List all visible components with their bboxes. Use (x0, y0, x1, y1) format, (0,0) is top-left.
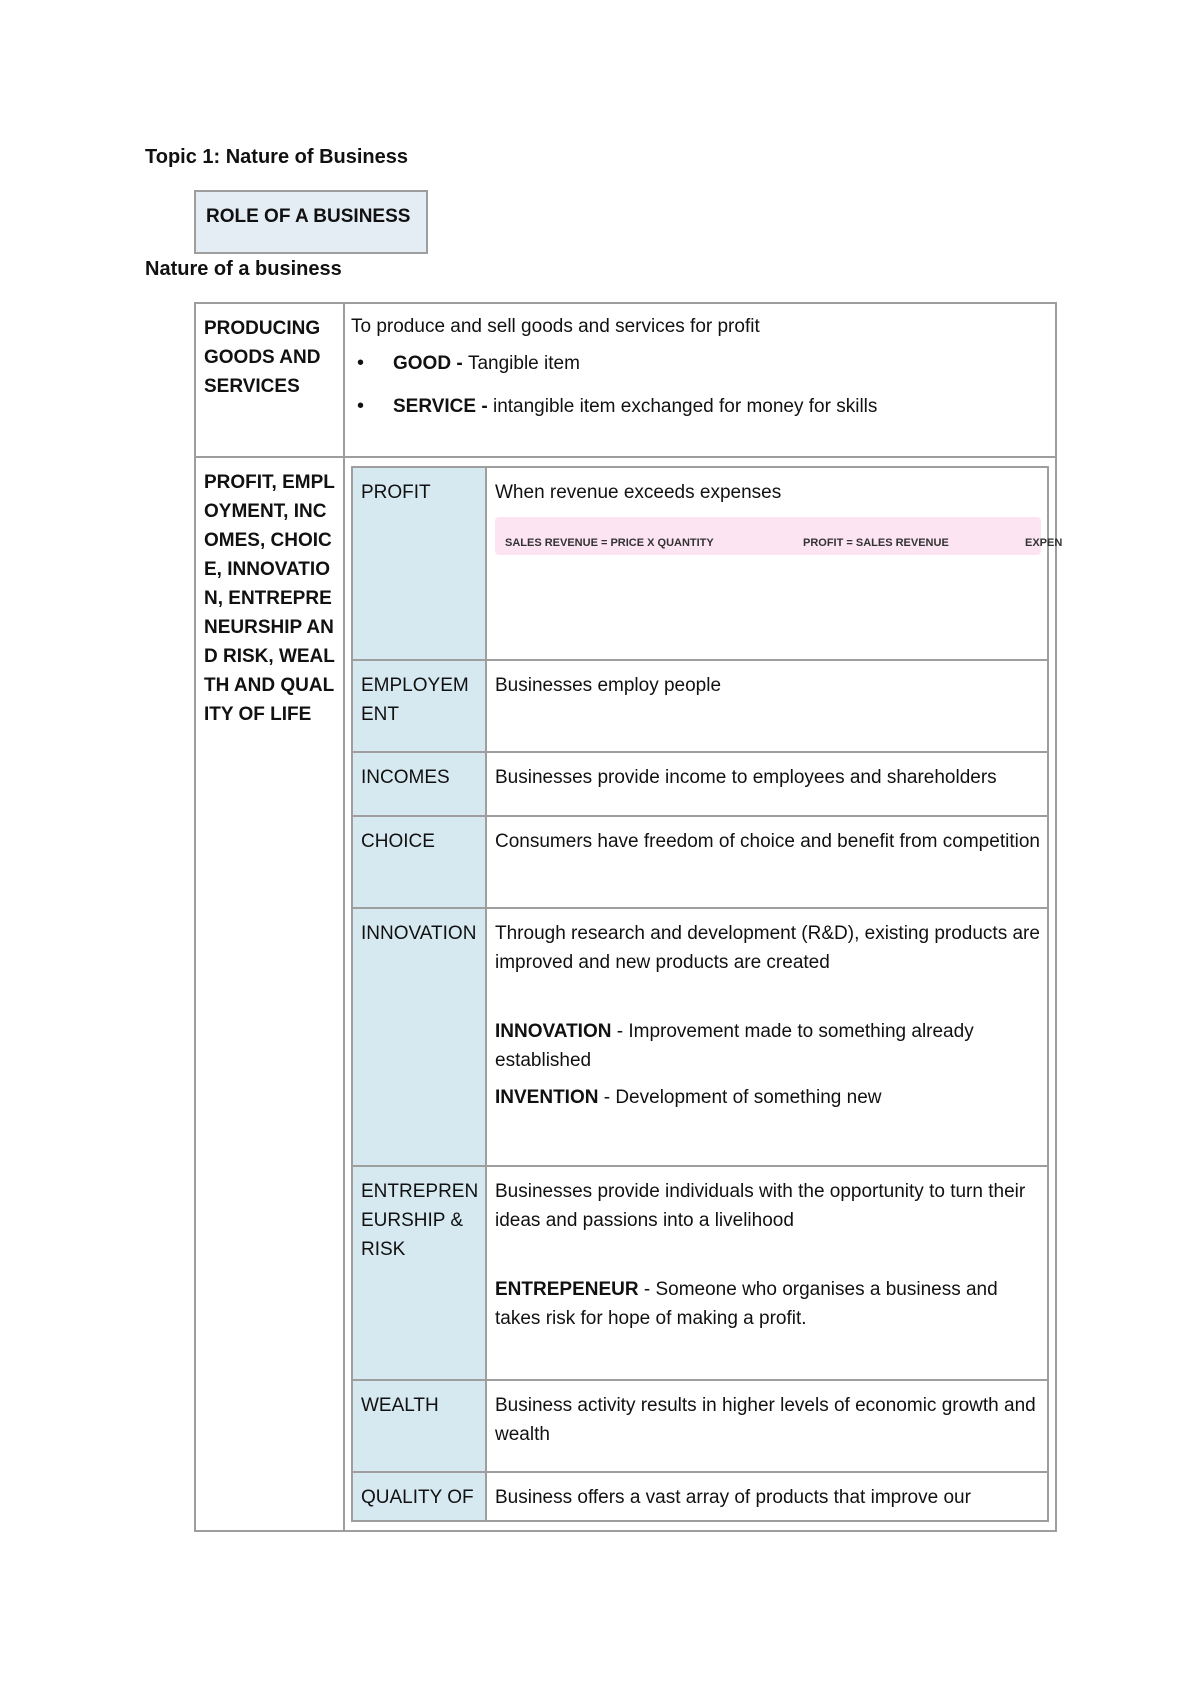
label-innovation: INNOVATION (352, 908, 486, 1166)
definition-term: SERVICE - (393, 396, 493, 417)
table-row (352, 816, 1048, 908)
inner-table-cell (344, 457, 1063, 1531)
definition-text: Tangible item (467, 353, 580, 374)
label-wealth: WEALTH (352, 1380, 486, 1472)
row-profit-employment (195, 457, 1056, 1531)
row-label-producing: PRODUCING GOODS AND SERVICES (195, 303, 344, 457)
definition-text: - Someone who organises a business and takes risk for hope of making a profit. (495, 1279, 998, 1329)
formula-expenses: EXPEN (1025, 537, 1063, 549)
desc-quality-of-life: Business offers a vast array of products that improve our (486, 1472, 1048, 1521)
definition-text: intangible item exchanged for money for skills (492, 396, 878, 417)
nature-of-business-table (194, 302, 1063, 1532)
table-row (352, 467, 1048, 660)
table-row (352, 1472, 1048, 1521)
table-row (352, 660, 1048, 752)
section-heading: Nature of a business (145, 258, 342, 280)
page-title: Topic 1: Nature of Business (145, 146, 409, 168)
profit-text: When revenue exceeds expenses (495, 482, 782, 503)
entrepreneur-definition (495, 1275, 1041, 1333)
innovation-definition (495, 1017, 1041, 1075)
desc-entrepreneurship (486, 1166, 1048, 1380)
row-content-producing (344, 303, 1056, 457)
table-row (352, 1166, 1048, 1380)
definition-term: GOOD - (393, 353, 468, 374)
row-producing-goods (195, 303, 1056, 457)
innovation-text: Through research and development (R&D), existing products are improved and new products are created (495, 923, 1040, 973)
label-entrepreneurship: ENTREPRENEURSHIP & RISK (352, 1166, 486, 1380)
definition-term: INNOVATION (495, 1021, 612, 1042)
list-item (393, 349, 1049, 378)
invention-definition (495, 1083, 1041, 1112)
intro-text: To produce and sell goods and services for profit (351, 316, 760, 337)
desc-incomes: Businesses provide income to employees and shareholders (486, 752, 1048, 816)
list-item (393, 392, 1049, 421)
inner-table (351, 466, 1063, 1522)
desc-innovation (486, 908, 1048, 1166)
table-row (352, 1380, 1048, 1472)
entrepreneurship-text: Businesses provide individuals with the opportunity to turn their ideas and passions into a livelihood (495, 1181, 1026, 1231)
formula-profit: PROFIT = SALES REVENUE (803, 537, 949, 549)
label-choice: CHOICE (352, 816, 486, 908)
desc-wealth: Business activity results in higher levels of economic growth and wealth (486, 1380, 1048, 1472)
desc-choice: Consumers have freedom of choice and benefit from competition (486, 816, 1048, 908)
definition-term: INVENTION (495, 1087, 599, 1108)
label-employment: EMPLOYEMENT (352, 660, 486, 752)
definition-text: - Development of something new (598, 1087, 882, 1108)
label-profit: PROFIT (352, 467, 486, 660)
desc-employment: Businesses employ people (486, 660, 1048, 752)
desc-profit (486, 467, 1063, 660)
table-row (352, 908, 1048, 1166)
definition-text: - Improvement made to something already established (495, 1021, 974, 1071)
role-of-business-box: ROLE OF A BUSINESS (194, 190, 428, 254)
formula-bar (495, 517, 1063, 555)
table-row (352, 752, 1048, 816)
label-incomes: INCOMES (352, 752, 486, 816)
definition-list (351, 349, 1049, 421)
label-quality-of-life: QUALITY OF (352, 1472, 486, 1521)
row-label-profit: PROFIT, EMPLOYMENT, INCOMES, CHOICE, INNOVATION, ENTREPRENEURSHIP AND RISK, WEALTH AND QUALITY OF LIFE (195, 457, 344, 1531)
formula-sales-revenue: SALES REVENUE = PRICE X QUANTITY (505, 537, 714, 549)
definition-term: ENTREPENEUR (495, 1279, 639, 1300)
